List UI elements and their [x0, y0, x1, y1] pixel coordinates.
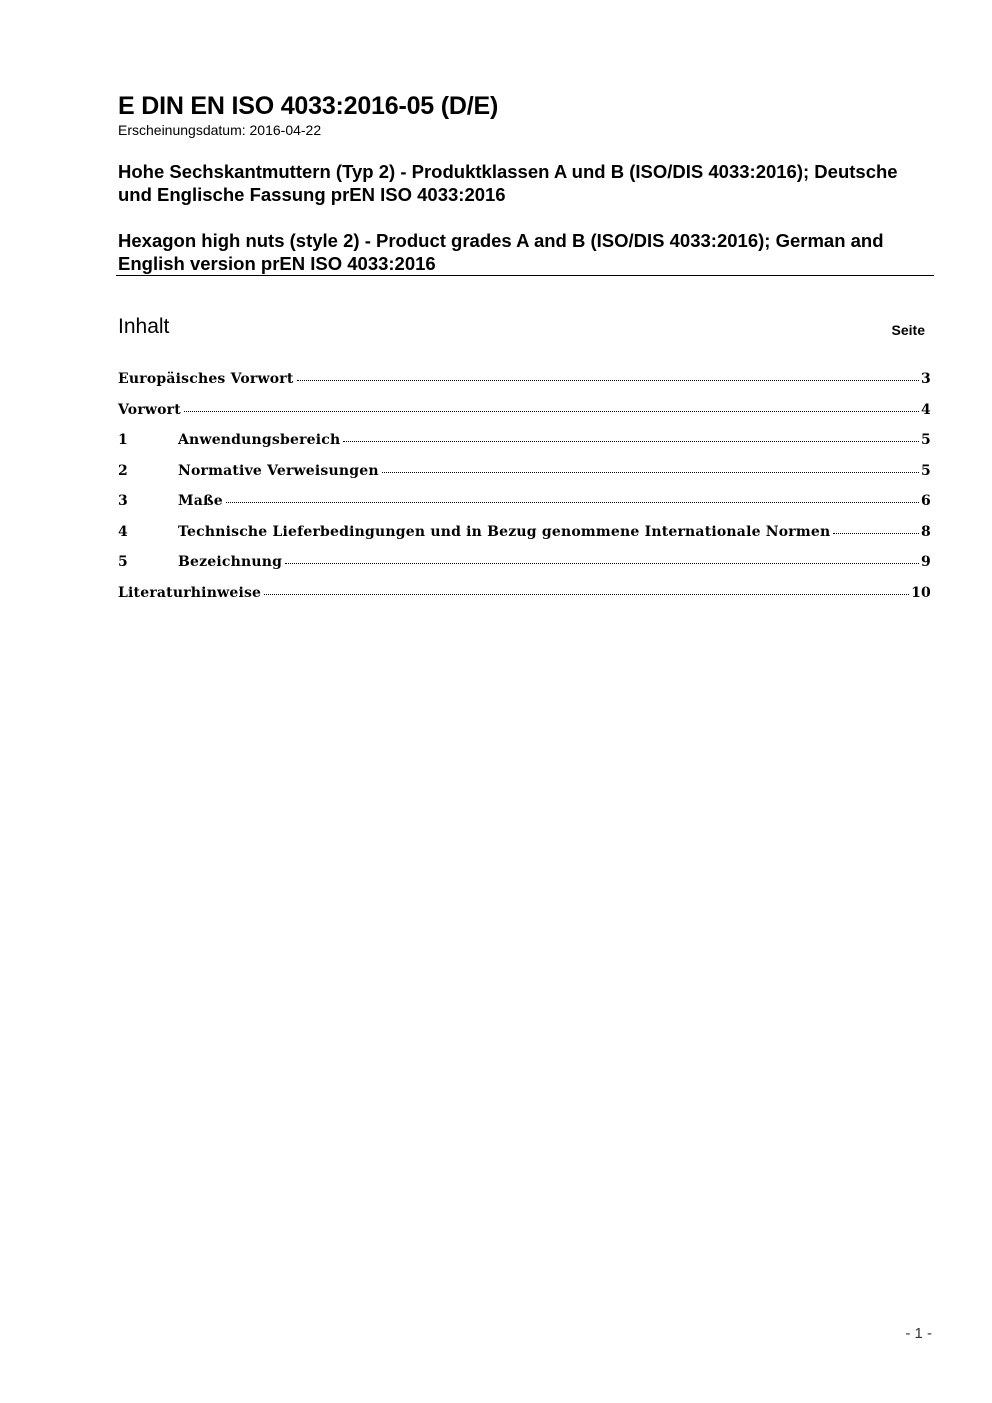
document-number: E DIN EN ISO 4033:2016-05 (D/E) [118, 92, 499, 120]
toc-dot-leader [184, 410, 919, 412]
toc-entry-page: 5 [921, 462, 931, 479]
toc-dot-leader [343, 440, 919, 442]
title-german: Hohe Sechskantmuttern (Typ 2) - Produktklassen A und B (ISO/DIS 4033:2016); Deutsche und Englische Fassung prEN ISO 4033:2016 [118, 161, 898, 205]
toc-entry-technische-lieferbedingungen[interactable] [118, 524, 931, 555]
toc-entry-title: Anwendungsbereich [178, 432, 341, 448]
toc-dot-leader [226, 501, 919, 503]
toc-entry-page: 6 [921, 493, 931, 509]
toc-dot-leader [297, 379, 920, 381]
toc-entry-anwendungsbereich[interactable] [118, 432, 931, 463]
table-of-contents [118, 371, 931, 615]
toc-entry-number: 2 [118, 462, 128, 479]
toc-entry-number: 5 [118, 554, 128, 570]
toc-entry-number: 1 [118, 432, 128, 448]
toc-entry-page: 9 [921, 554, 931, 570]
header-divider [116, 275, 934, 276]
toc-entry-page: 10 [911, 584, 931, 601]
publication-date: Erscheinungsdatum: 2016-04-22 [118, 122, 322, 138]
toc-dot-leader [264, 593, 909, 595]
toc-page-label: Seite [891, 322, 925, 338]
toc-entry-vorwort[interactable] [118, 402, 931, 433]
toc-entry-number: 3 [118, 493, 128, 509]
toc-entry-bezeichnung[interactable] [118, 554, 931, 585]
toc-entry-title: Bezeichnung [178, 554, 283, 570]
toc-entry-number: 4 [118, 523, 128, 540]
toc-dot-leader [382, 471, 919, 473]
toc-entry-title: Maße [178, 493, 223, 509]
toc-entry-title: Vorwort [118, 401, 181, 418]
toc-entry-page: 5 [921, 432, 931, 448]
toc-entry-page: 3 [921, 371, 931, 387]
toc-entry-literaturhinweise[interactable] [118, 585, 931, 616]
toc-entry-title: Technische Lieferbedingungen und in Bezug genommene Internationale Normen [178, 523, 831, 540]
title-english: Hexagon high nuts (style 2) - Product grades A and B (ISO/DIS 4033:2016); German and English version prEN ISO 4033:2016 [118, 230, 884, 274]
toc-entry-title: Normative Verweisungen [178, 462, 379, 479]
toc-entry-page: 4 [921, 401, 931, 418]
toc-entry-title: Europäisches Vorwort [118, 371, 294, 387]
toc-entry-europaeisches-vorwort[interactable] [118, 371, 931, 402]
toc-dot-leader [833, 532, 919, 534]
toc-dot-leader [285, 562, 919, 564]
toc-entry-masse[interactable] [118, 493, 931, 524]
toc-entry-normative-verweisungen[interactable] [118, 463, 931, 494]
toc-entry-page: 8 [921, 523, 931, 540]
toc-entry-title: Literaturhinweise [118, 584, 262, 601]
page-number: - 1 - [905, 1325, 932, 1342]
toc-heading: Inhalt [118, 315, 170, 338]
